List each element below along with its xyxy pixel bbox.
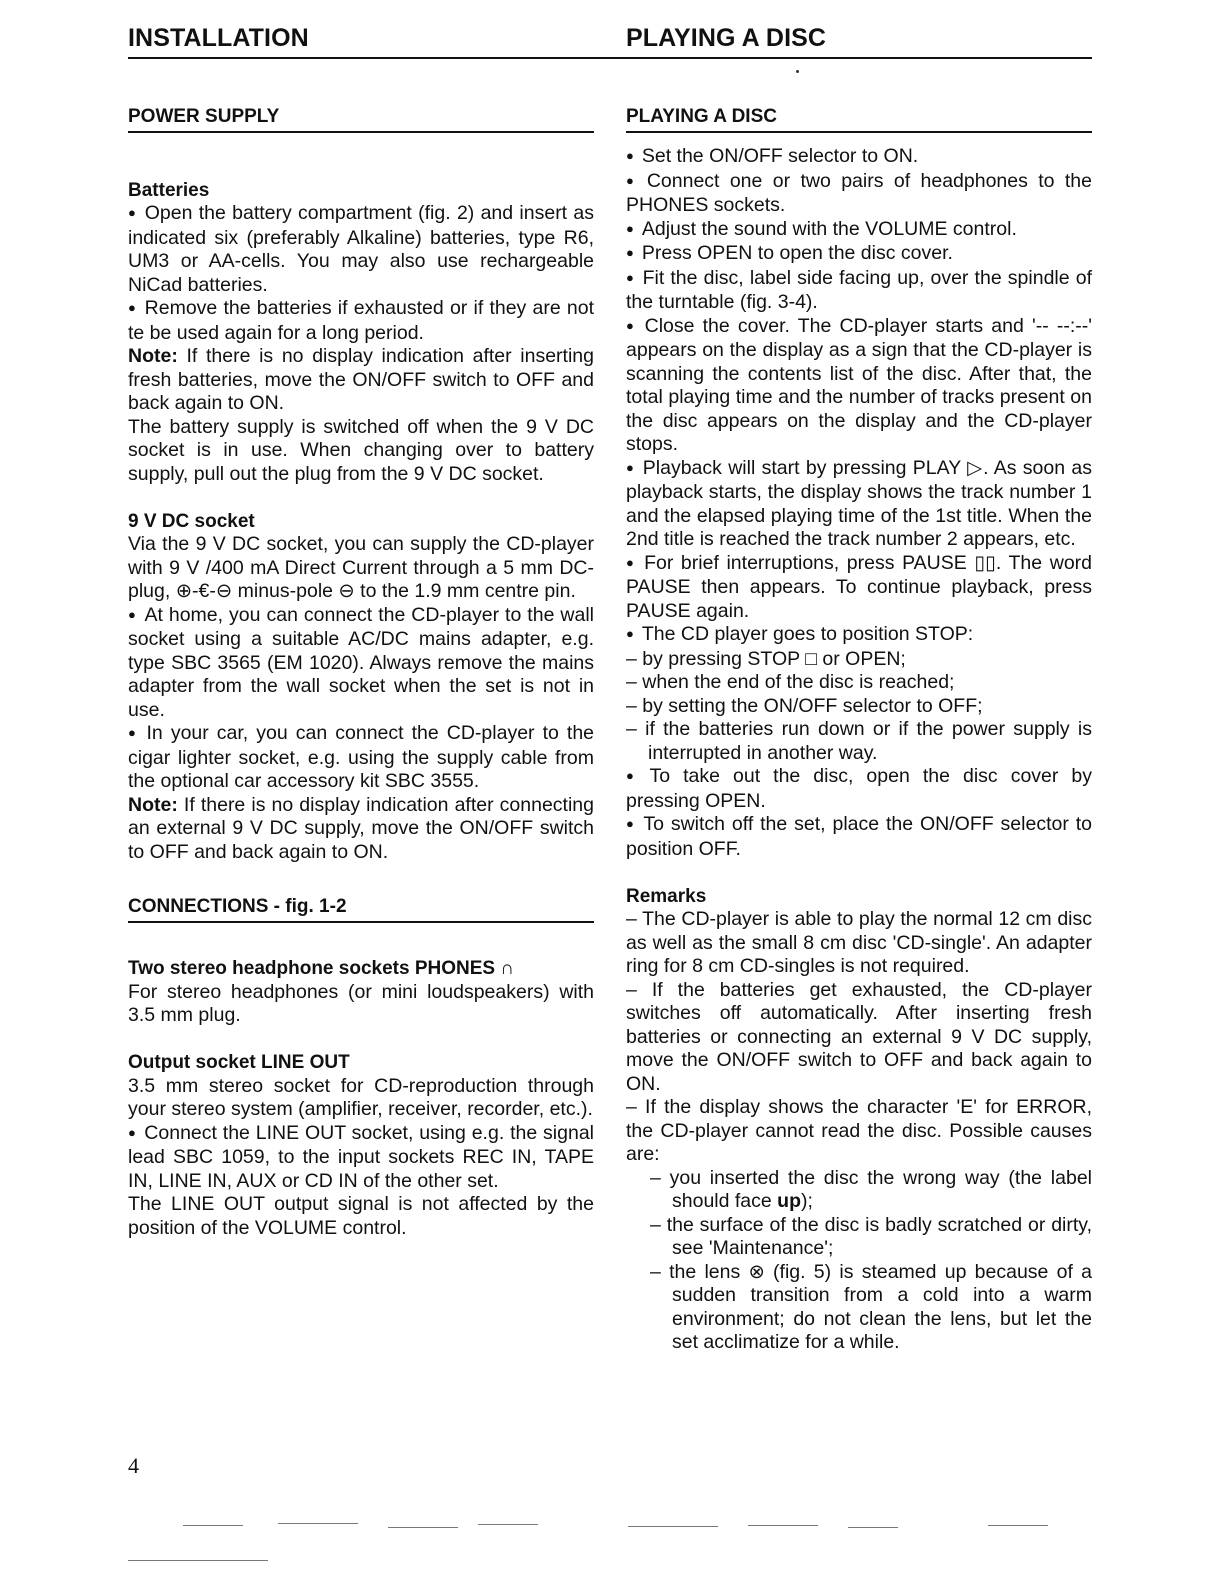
cause-1-bold: up: [777, 1190, 801, 1212]
dc-socket-paragraph: Via the 9 V DC socket, you can supply the CD-player with 9 V /400 mA Direct Current through a 5 mm DC-plug, ⊕-€-⊖ minus-pole ⊖ to the 1.9 mm centre pin.: [128, 533, 594, 602]
note-label: Note:: [128, 345, 178, 367]
batteries-bullet-2: [128, 297, 594, 345]
batteries-bullet-2-text: Remove the batteries if exhausted or if they are not te be used again for a long period.: [128, 297, 595, 344]
stop-dash-4: – if the batteries run down or if the power supply is interrupted in another way.: [626, 718, 1092, 764]
batteries-note: [128, 345, 594, 416]
remark-3: – If the display shows the character 'E' for ERROR, the CD-player cannot read the disc. Possible causes are:: [626, 1096, 1092, 1165]
scan-noise: [128, 1515, 1092, 1565]
stop-dash-3: – by setting the ON/OFF selector to OFF;: [626, 694, 983, 717]
dc-bullet-2: [128, 722, 594, 794]
remark-1: – The CD-player is able to play the normal 12 cm disc as well as the small 8 cm disc 'CD-single'. An adapter ring for 8 cm CD-singles is not required.: [626, 908, 1092, 977]
play-bullet-11-text: To switch off the set, place the ON/OFF selector to position OFF.: [626, 813, 1092, 860]
cause-1-end: );: [800, 1190, 813, 1212]
play-bullet-1-text: Set the ON/OFF selector to ON.: [641, 145, 919, 167]
play-bullet-8-text: For brief interruptions, press PAUSE ▯▯. The word PAUSE then appears. To continue playback, press PAUSE again.: [626, 551, 1093, 622]
play-bullet-2: [626, 170, 1092, 218]
dc-note: [128, 794, 594, 865]
subheading-line-out: Output socket LINE OUT: [128, 1052, 350, 1073]
play-bullet-8: [626, 552, 1092, 624]
play-bullet-9-text: The CD player goes to position STOP:: [641, 623, 974, 645]
dc-bullet-1-text: At home, you can connect the CD-player to the wall socket using a suitable AC/DC mains adapter, e.g. type SBC 3565 (EM 1020). Always remove the mains adapter from the wall socket when the set is not in use.: [128, 603, 594, 721]
subheading-batteries: Batteries: [128, 179, 210, 201]
play-bullet-9: [626, 623, 1092, 648]
subheading-dc-socket: 9 V DC socket: [128, 510, 255, 532]
play-bullet-3-text: Adjust the sound with the VOLUME control.: [641, 217, 1017, 240]
subheading-phones: Two stereo headphone sockets PHONES ∩: [128, 958, 515, 979]
batteries-bullet-1: [128, 202, 594, 297]
play-bullet-6-text: Close the cover. The CD-player starts and '-- --:--' appears on the display as a sign that the CD-player is scanning the contents list of the disc. After that, the total playing time and the number of tracks present on the disc appears on the display and the CD-player stops.: [626, 314, 1092, 455]
remark-2: – If the batteries get exhausted, the CD-player switches off automatically. After inserting fresh batteries or connecting an external 9 V DC supply, move the ON/OFF switch to OFF and back again to ON.: [626, 978, 1092, 1095]
page-number: 4: [128, 1453, 139, 1478]
play-bullet-4: [626, 242, 1092, 267]
play-bullet-6: [626, 315, 1092, 457]
play-bullet-7: [626, 457, 1092, 552]
play-bullet-2-text: Connect one or two pairs of headphones to the PHONES sockets.: [626, 169, 1092, 216]
header-installation: INSTALLATION: [128, 24, 309, 52]
play-bullet-5-text: Fit the disc, label side facing up, over the spindle of the turntable (fig. 3-4).: [626, 266, 1092, 313]
play-bullet-10-text: To take out the disc, open the disc cover by pressing OPEN.: [626, 765, 1093, 812]
right-column: [626, 106, 1092, 1355]
cause-1-text: – you inserted the disc the wrong way (the label should face: [650, 1166, 1092, 1212]
play-bullet-11: [626, 813, 1092, 861]
stop-dash-1: – by pressing STOP □ or OPEN;: [626, 647, 906, 670]
speck: [796, 70, 799, 73]
header-playing-a-disc: PLAYING A DISC: [626, 24, 827, 52]
section-playing-a-disc: PLAYING A DISC: [626, 106, 1092, 133]
line-out-volume-paragraph: The LINE OUT output signal is not affected by the position of the VOLUME control.: [128, 1193, 594, 1239]
section-power-supply: POWER SUPPLY: [128, 106, 594, 133]
cause-1: [626, 1167, 1092, 1214]
battery-supply-paragraph: The battery supply is switched off when the 9 V DC socket is in use. When changing over to battery supply, pull out the plug from the 9 V DC socket.: [128, 415, 594, 485]
note2-text: If there is no display indication after connecting an external 9 V DC supply, move the ON/OFF switch to OFF and back again to ON.: [128, 793, 594, 863]
play-bullet-1: [626, 145, 1092, 170]
play-bullet-4-text: Press OPEN to open the disc cover.: [641, 242, 953, 264]
subheading-remarks: Remarks: [626, 885, 707, 907]
play-bullet-5: [626, 267, 1092, 315]
line-out-paragraph: 3.5 mm stereo socket for CD-reproduction through your stereo system (amplifier, receiver, recorder, etc.).: [128, 1074, 594, 1120]
cause-2: – the surface of the disc is badly scratched or dirty, see 'Maintenance';: [650, 1213, 1092, 1259]
phones-paragraph: For stereo headphones (or mini loudspeakers) with 3.5 mm plug.: [128, 980, 594, 1026]
section-connections: CONNECTIONS - fig. 1-2: [128, 896, 594, 923]
batteries-bullet-1-text: Open the battery compartment (fig. 2) and insert as indicated six (preferably Alkaline) batteries, type R6, UM3 or AA-cells. You may also use rechargeable NiCad batteries.: [128, 202, 594, 296]
line-out-bullet-text: Connect the LINE OUT socket, using e.g. the signal lead SBC 1059, to the input sockets REC IN, TAPE IN, LINE IN, AUX or CD IN of the other set.: [128, 1121, 594, 1192]
play-bullet-3: [626, 218, 1092, 243]
dc-bullet-2-text: In your car, you can connect the CD-player to the cigar lighter socket, e.g. using the supply cable from the optional car accessory kit SBC 3555.: [128, 722, 595, 792]
header-rule: [128, 57, 1092, 59]
note-text: If there is no display indication after inserting fresh batteries, move the ON/OFF switch to OFF and back again to ON.: [128, 345, 594, 414]
play-bullet-7-text: Playback will start by pressing PLAY ▷. As soon as playback starts, the display shows the track number 1 and the elapsed playing time of the 1st title. When the 2nd title is reached the track number 2 appears, etc.: [626, 456, 1092, 550]
left-column: [128, 106, 594, 1240]
play-bullet-10: [626, 765, 1092, 813]
stop-dash-2: – when the end of the disc is reached;: [626, 671, 955, 693]
line-out-bullet: [128, 1122, 594, 1194]
dc-bullet-1: [128, 604, 594, 723]
cause-3: – the lens ⊗ (fig. 5) is steamed up because of a sudden transition from a cold into a warm environment; do not clean the lens, but let the set acclimatize for a while.: [650, 1260, 1092, 1353]
note2-label: Note:: [128, 793, 178, 816]
